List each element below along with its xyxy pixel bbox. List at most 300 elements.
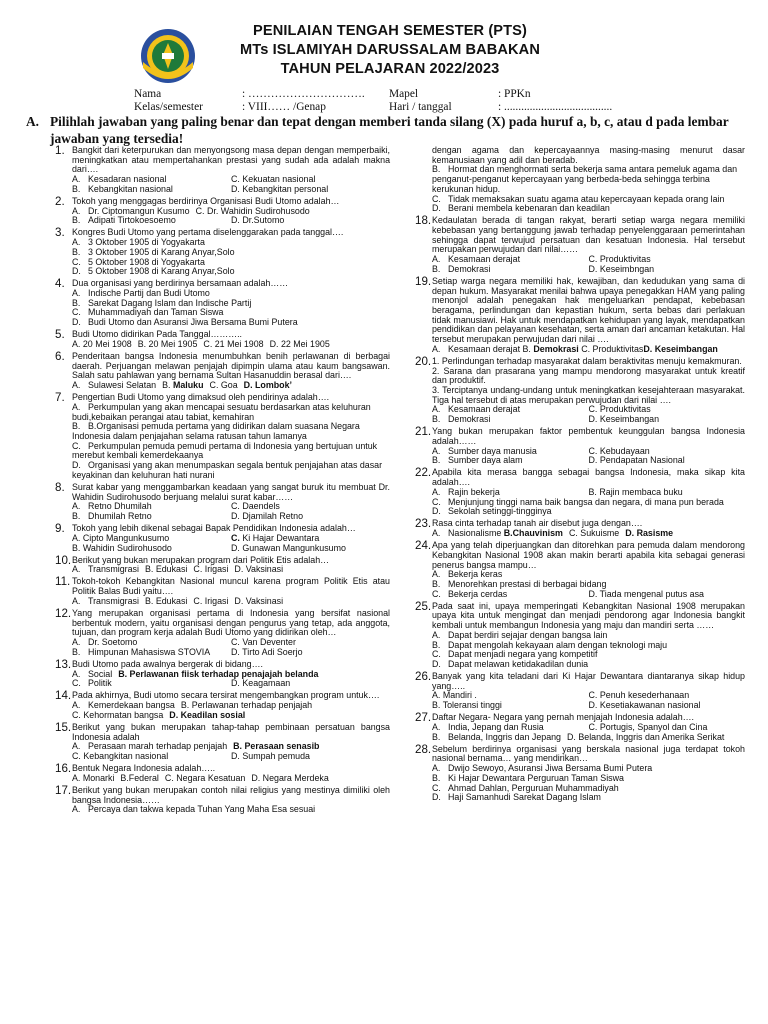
option-text: A. Cipto Mangunkusumo — [72, 532, 170, 543]
question-text: Setiap warga negara memiliki hak, kewajiban, dan kedudukan yang sama di depan hukum. Masyarakat menilai bahwa upaya penegakkan HAM yang paling menonjol adalah penegakan hak mengeluarkan pendapat, kebebasan beragama, perlindungan dan kepastian hukum, serta bebas dari perlakuan tidak manusiawi. Hak untuk mendapatkan kehidupan yang layak, mendapatkan pendidikan dan pelayanan kesehatan, serta aman dari ancaman ketakutan. Hal tersebut merupakan perwujudan dari nilai …. — [432, 275, 745, 345]
answer-option[interactable] — [118, 670, 324, 680]
answer-row — [72, 648, 390, 658]
option-text: Transmigrasi — [88, 595, 139, 606]
option-text: A. 20 Mei 1908 — [72, 338, 132, 349]
option-text: Transmigrasi — [88, 564, 139, 575]
answer-option[interactable] — [72, 512, 231, 522]
question-text: Pengertian Budi Utomo yang dimaksud oleh pendirinya adalah…. — [72, 392, 330, 403]
option-letter: D. — [72, 266, 81, 277]
answer-option[interactable] — [72, 216, 231, 226]
question-body — [72, 524, 390, 553]
option-text: Kesadaran nasional — [88, 174, 167, 185]
question-text: Tokoh-tokoh Kebangkitan Nasional muncul karena program Politik Etis atau Politik Balas Budi yaitu…. — [72, 576, 390, 597]
question-item — [415, 713, 745, 742]
answer-option[interactable] — [72, 381, 162, 391]
question-body — [72, 660, 390, 689]
question-item — [55, 393, 390, 480]
question-body — [72, 393, 390, 480]
answer-option[interactable] — [432, 529, 569, 539]
question-item — [415, 468, 745, 517]
answer-option[interactable] — [432, 733, 567, 743]
hari-label: Hari / tanggal — [389, 101, 452, 113]
option-text: Muhammadiyah dan Taman Siswa — [88, 307, 224, 318]
option-text: 3 Oktober 1905 di Karang Anyar,Solo — [88, 246, 235, 257]
option-text: Budi Utomo dan Asuransi Jiwa Bersama Bumi Putera — [88, 317, 298, 328]
answer-row — [72, 512, 390, 522]
option-text: D. Belanda, Inggris dan Amerika Serikat — [567, 731, 725, 742]
option-letter: C. — [72, 678, 81, 689]
option-text: C. Penuh kesederhanaan — [588, 690, 690, 701]
option-text: Nasionalisme — [448, 528, 502, 539]
option-text-bold: D. Rasisme — [625, 528, 674, 539]
question-number: 20. — [415, 354, 432, 368]
answer-option[interactable] — [432, 701, 589, 711]
option-text: Kesamaan derajat — [448, 254, 521, 265]
option-text: C. Kebangkitan nasional — [72, 750, 169, 761]
answer-row — [432, 345, 745, 355]
answer-row — [72, 340, 390, 350]
option-letter: A. — [432, 254, 441, 265]
answer-row — [432, 529, 745, 539]
option-text-bold: C. — [231, 532, 240, 543]
answer-option[interactable] — [567, 733, 730, 743]
option-text: D. Kebangkitan personal — [231, 183, 329, 194]
answer-row — [72, 403, 390, 422]
answer-option[interactable] — [432, 204, 751, 214]
option-letter: B. — [72, 297, 81, 308]
option-text: B. Perlawanan terhadap penjajah — [180, 700, 313, 711]
option-text: Politik — [88, 678, 112, 689]
answer-options — [72, 238, 390, 277]
answer-option[interactable] — [72, 544, 231, 554]
answer-option[interactable] — [138, 340, 204, 350]
question-text: Penderitaan bangsa Indonesia menumbuhkan benih perlawanan di berbagai daerah. Perjuangan melawan penjajah dipimpin ulama atau kaum bangsawan. Salah satu pahlawan yang bernama Sultan Hasanuddin berasal dari…. — [72, 351, 390, 381]
answer-row — [432, 660, 745, 670]
answer-option[interactable] — [432, 415, 589, 425]
option-text: Dapat berdiri sejajar dengan bangsa lain — [448, 629, 608, 640]
answer-option[interactable] — [244, 381, 298, 391]
answer-row — [72, 422, 390, 441]
answer-option[interactable] — [72, 711, 169, 721]
option-letter: A. — [432, 763, 441, 774]
question-text: Berikut yang bukan merupakan program dari Politik Etis adalah… — [72, 554, 330, 565]
answer-options — [72, 289, 390, 328]
question-body — [432, 277, 745, 355]
question-item — [415, 354, 745, 425]
answer-options — [72, 502, 390, 521]
question-number: 24. — [415, 539, 432, 553]
option-text: B. — [162, 380, 173, 391]
answer-options — [72, 597, 390, 607]
option-text: Bekerja keras — [448, 569, 503, 580]
exam-title: PENILAIAN TENGAH SEMESTER (PTS) — [253, 23, 527, 39]
question-text: Budi Utomo didirikan Pada Tanggal……….. — [72, 329, 243, 340]
answer-option[interactable] — [231, 216, 390, 226]
question-body — [72, 723, 390, 762]
question-number: 22. — [415, 466, 432, 480]
option-letter: A. — [72, 401, 81, 412]
option-text: C. Produktivitas — [578, 343, 644, 354]
option-text: Sarekat Dagang Islam dan Indische Partij — [88, 297, 252, 308]
option-letter: C. — [432, 496, 441, 507]
answer-options — [432, 529, 745, 539]
answer-option[interactable] — [169, 711, 251, 721]
answer-options — [72, 774, 390, 784]
answer-option[interactable] — [589, 265, 746, 275]
answer-row — [72, 565, 390, 575]
kelas-label: Kelas/semester — [134, 101, 203, 113]
option-text: 5 Oktober 1908 di Karang Anyar,Solo — [88, 266, 235, 277]
question-text: Yang merupakan organisasi pertama di Indonesia yang bersifat nasional berbentuk modern, yaitu organisasi dengan pengurus yang tetap, ada anggota, tujuan, dan program kerja adalah Budi Utomo yang didirikan oleh… — [72, 607, 390, 638]
answer-option[interactable] — [589, 590, 746, 600]
option-letter: B. — [432, 639, 441, 650]
question-item — [55, 228, 390, 277]
question-text: Pada akhirnya, Budi utomo secara tersirat mengembangkan program untuk…. — [72, 690, 380, 701]
answer-options — [72, 534, 390, 553]
option-letter: D. — [432, 792, 441, 803]
option-letter: A. — [432, 528, 441, 539]
answer-option[interactable] — [72, 267, 396, 277]
answer-option[interactable] — [432, 265, 589, 275]
option-text-bold: D. Keadilan sosial — [169, 709, 246, 720]
answer-options — [72, 381, 390, 391]
answer-options — [72, 340, 390, 350]
answer-option[interactable] — [72, 679, 231, 689]
option-text: Perkumpulan pemuda pemudi pertama di Indonesia yang bertujuan untuk merebut kembali kemerdekaanya — [72, 440, 378, 461]
option-text: B. Edukasi — [144, 564, 188, 575]
question-column-right — [415, 146, 745, 805]
answer-row — [72, 711, 390, 721]
answer-row — [72, 752, 390, 762]
option-letter: D. — [432, 658, 441, 669]
option-text: Menorehkan prestasi di berbagai bidang — [448, 578, 607, 589]
option-text: C. Irigasi — [193, 564, 229, 575]
answer-option[interactable] — [72, 648, 231, 658]
question-body — [432, 602, 745, 670]
option-text: B. Wahidin Sudirohusodo — [72, 542, 172, 553]
question-text: Daftar Negara- Negara yang pernah menjajah Indonesia adalah…. — [432, 712, 694, 723]
answer-option[interactable] — [589, 701, 746, 711]
answer-option[interactable] — [120, 774, 164, 784]
answer-option[interactable] — [270, 340, 336, 350]
option-letter: B. — [432, 164, 441, 175]
option-text: D. Djamilah Retno — [231, 511, 304, 522]
question-number: 2. — [55, 194, 65, 208]
answer-row — [72, 679, 390, 689]
question-number: 8. — [55, 480, 65, 494]
option-letter: D. — [72, 460, 81, 471]
answer-option[interactable] — [72, 461, 396, 480]
question-number: 16. — [55, 762, 72, 776]
answer-option[interactable] — [589, 415, 746, 425]
option-text-bold: B. Perlawanan fiisk terhadap penajajah belanda — [118, 668, 319, 679]
question-item — [55, 553, 390, 575]
option-text: Tidak memaksakan suatu agama atau kepercayaan kepada orang lain — [448, 193, 725, 204]
answer-option[interactable] — [432, 590, 589, 600]
answer-option[interactable] — [589, 456, 746, 466]
option-text: B. 20 Mei 1905 — [137, 338, 198, 349]
answer-option[interactable] — [72, 185, 231, 195]
nama-label: Nama — [134, 88, 162, 100]
question-item — [415, 274, 745, 355]
option-letter: A. — [72, 804, 81, 815]
exam-header — [0, 10, 768, 77]
answer-row — [432, 456, 745, 466]
answer-option[interactable] — [251, 774, 334, 784]
answer-option[interactable] — [72, 597, 145, 607]
option-letter: D. — [432, 506, 441, 517]
question-body — [72, 330, 390, 349]
answer-row — [432, 415, 745, 425]
option-letter: A. — [432, 629, 441, 640]
question-body — [432, 541, 745, 599]
option-text: D. Gunawan Mangunkusumo — [231, 542, 346, 553]
question-text: 1. Perlindungan terhadap masyarakat dalam beraktivitas menuju kemakmuran. — [432, 355, 742, 366]
question-item — [415, 599, 745, 670]
answer-option[interactable] — [231, 185, 390, 195]
option-letter: D. — [72, 317, 81, 328]
option-letter: B. — [432, 772, 441, 783]
option-letter: B. — [72, 511, 81, 522]
answer-row — [72, 442, 390, 461]
option-text: Demokrasi — [448, 263, 491, 274]
option-letter: B. — [432, 263, 441, 274]
option-letter: A. — [432, 404, 441, 415]
option-text: Menjunjung tinggi nama baik bangsa dan negara, di mana pun berada — [448, 496, 724, 507]
question-body — [432, 468, 745, 517]
option-text: 3 Oktober 1905 di Yogyakarta — [88, 237, 205, 248]
option-letter: B. — [432, 455, 441, 466]
option-letter: A. — [72, 174, 81, 185]
answer-option[interactable] — [210, 381, 244, 391]
question-body — [432, 357, 745, 425]
answer-option[interactable] — [162, 381, 209, 391]
answer-option[interactable] — [72, 403, 396, 422]
answer-row — [432, 165, 745, 194]
question-item — [55, 577, 390, 606]
option-text: Dapat melawan ketidakadilan dunia — [448, 658, 589, 669]
question-item — [55, 524, 390, 553]
question-text: Tokoh yang menggagas berdirinya Organisasi Budi Utomo adalah… — [72, 195, 340, 206]
answer-option[interactable] — [432, 660, 751, 670]
option-text: D. Vaksinasi — [234, 564, 284, 575]
option-text: Berani membela kebenaran dan keadilan — [448, 203, 610, 214]
option-text: C. Produktivitas — [588, 254, 651, 265]
answer-options — [72, 403, 390, 481]
answer-option[interactable] — [432, 456, 589, 466]
option-text: C. Dr. Wahidin Sudirohusodo — [195, 205, 310, 216]
option-letter: B. — [72, 646, 81, 657]
question-number: 12. — [55, 606, 72, 620]
question-item — [55, 720, 390, 762]
option-text: D. Dr.Sutomo — [231, 215, 285, 226]
question-item — [55, 783, 390, 815]
question-body — [432, 146, 745, 214]
question-body — [432, 427, 745, 466]
question-body — [432, 713, 745, 742]
option-letter: A. — [72, 595, 81, 606]
answer-option[interactable] — [145, 565, 193, 575]
answer-options — [432, 631, 745, 670]
option-letter: A. — [72, 501, 81, 512]
answer-option[interactable] — [72, 442, 396, 461]
question-item — [415, 216, 745, 274]
option-letter: A. — [72, 741, 81, 752]
answer-row — [432, 265, 745, 275]
option-text-bold: B. Perasaan senasib — [233, 741, 320, 752]
option-text-bold: B.Chauvinism — [501, 528, 563, 539]
question-number: 10. — [55, 553, 72, 567]
option-letter: B. — [432, 731, 441, 742]
question-text: Kedaulatan berada di tangan rakyat, berarti setiap warga negara memiliki kebebasan yang bertanggung jawab terhadap penyelenggaraan pemerintahan sehingga dapat terwujud persatuan dan kesatuan Indonesia. Hal tersebut merupakan perwujudan dari nilai…… — [432, 215, 745, 255]
option-text-bold: D. Lombok’ — [243, 380, 292, 391]
answer-option[interactable] — [432, 793, 751, 803]
answer-options — [72, 175, 390, 194]
option-text: India, Jepang dan Rusia — [448, 721, 544, 732]
answer-option[interactable] — [72, 752, 231, 762]
question-text: Surat kabar yang menggambarkan keadaan yang sangat buruk itu membuat Dr. Wahidin Sudirohusodo berjuang melalui surat kabar…… — [72, 481, 390, 502]
option-letter: C. — [432, 782, 441, 793]
answer-option[interactable] — [72, 340, 138, 350]
answer-option[interactable] — [72, 774, 120, 784]
answer-option[interactable] — [193, 565, 234, 575]
answer-option[interactable] — [234, 597, 289, 607]
option-text: B. Toleransi tinggi — [432, 700, 502, 711]
option-text: Adipati Tirtokoesoemo — [88, 215, 176, 226]
question-body — [72, 197, 390, 226]
answer-row — [72, 267, 390, 277]
hari-field[interactable]: : ...................................... — [498, 101, 613, 113]
option-text: Sulawesi Selatan — [88, 380, 157, 391]
answer-options — [432, 405, 745, 424]
answer-options — [432, 723, 745, 742]
answer-options — [432, 165, 745, 214]
option-text: C. Kebudayaan — [588, 445, 650, 456]
option-letter: B. — [72, 246, 81, 257]
option-text: Sumber daya alam — [448, 455, 523, 466]
option-text: Himpunan Mahasiswa STOVIA — [88, 646, 211, 657]
answer-option[interactable] — [72, 565, 145, 575]
option-letter: A. — [72, 564, 81, 575]
option-text: Ki Hajar Dewantara Perguruan Taman Siswa — [448, 772, 624, 783]
option-text: Kesamaan derajat B. — [448, 343, 534, 354]
answer-option[interactable] — [432, 507, 751, 517]
answer-option[interactable] — [432, 345, 724, 355]
option-text: Dwijo Sewoyo, Asuransi Jiwa Bersama Bumi Putera — [448, 763, 653, 774]
option-text: C. Irigasi — [193, 595, 229, 606]
answer-options — [72, 207, 390, 226]
answer-options — [432, 447, 745, 466]
question-number: 26. — [415, 670, 432, 684]
answer-option[interactable] — [231, 544, 390, 554]
option-text: Hormat dan menghormati serta bekerja sama antara pemeluk agama dan penganut-penganut kepercayaan yang berbeda-beda sehingga terbina kerukunan hidup. — [432, 164, 738, 194]
option-text: C. Produktivitas — [588, 404, 651, 415]
option-text: Ki Hajar Dewantara — [239, 532, 320, 543]
option-text: Rajin bekerja — [448, 486, 500, 497]
nama-field[interactable]: : …………………………. — [242, 88, 365, 100]
option-text: Kemerdekaan bangsa — [88, 700, 175, 711]
question-body — [72, 609, 390, 658]
answer-option[interactable] — [203, 340, 269, 350]
kelas-field[interactable]: : VIII…… /Genap — [242, 101, 326, 113]
answer-row — [432, 733, 745, 743]
answer-option[interactable] — [193, 597, 234, 607]
answer-row — [432, 204, 745, 214]
option-letter: C. — [432, 588, 441, 599]
option-text: D. Vaksinasi — [234, 595, 284, 606]
answer-option[interactable] — [165, 774, 251, 784]
question-body — [72, 764, 390, 783]
question-number: 5. — [55, 328, 65, 342]
option-text: Sekolah setinggi-tingginya — [448, 506, 552, 517]
question-number: 17. — [55, 783, 72, 797]
option-text: C. Daendels — [231, 501, 280, 512]
question-number: 21. — [415, 425, 432, 439]
question-item — [55, 194, 390, 226]
question-text: Kongres Budi Utomo yang pertama diselenggarakan pada tanggal…. — [72, 227, 344, 238]
question-text-line: 3. Terciptanya undang-undang untuk meningkatkan kesejahteraan masyarakat. Tiga hal tersebut di atas merupakan perwujudan dari nilai …. — [432, 385, 745, 405]
answer-option[interactable] — [569, 529, 625, 539]
answer-option[interactable] — [72, 805, 396, 815]
option-text: D. Pendapatan Nasional — [588, 455, 685, 466]
option-text: Belanda, Inggris dan Jepang — [448, 731, 561, 742]
option-text: Perkumpulan yang akan mencapai sesuatu berdasarkan atas keluhuran budi,kebaikan perangai atau tabiat, kemahiran — [72, 401, 371, 422]
answer-option[interactable] — [231, 752, 390, 762]
question-text-continued: dengan agama dan kepercayaannya masing-masing menurut dasar kemanusiaan yang adil dan beradab. — [432, 145, 745, 165]
option-text: Demokrasi — [448, 414, 491, 425]
question-text: Bangkit dari keterpurukan dan menyongsong masa depan dengan memperbaiki, meningkatkan atau mempertahankan prestasi yang sudah ada adalah makna dari…. — [72, 145, 390, 175]
answer-row — [72, 597, 390, 607]
question-number: 4. — [55, 277, 65, 291]
option-text: Dr. Soetomo — [88, 637, 138, 648]
question-text: Berikut yang bukan merupakan contoh nilai religius yang mestinya dimiliki oleh bangsa Indonesia…… — [72, 784, 390, 805]
question-number: 13. — [55, 657, 72, 671]
option-letter: C. — [72, 256, 81, 267]
question-item — [415, 672, 745, 711]
question-column-left — [55, 146, 390, 817]
answer-row — [72, 381, 390, 391]
answer-option[interactable] — [145, 597, 193, 607]
option-text: Sumber daya manusia — [448, 445, 537, 456]
answer-option[interactable] — [625, 529, 679, 539]
question-number: 15. — [55, 720, 72, 734]
question-number: 7. — [55, 391, 65, 405]
answer-option[interactable] — [234, 565, 289, 575]
option-text-bold: D. Keseimbangan — [643, 343, 718, 354]
answer-option[interactable] — [231, 512, 390, 522]
answer-row — [432, 507, 745, 517]
option-text: D. Keagamaan — [231, 678, 291, 689]
answer-option[interactable] — [432, 165, 751, 194]
answer-option[interactable] — [72, 318, 396, 328]
answer-option[interactable] — [72, 422, 396, 441]
answer-options — [72, 742, 390, 761]
question-number: 6. — [55, 350, 65, 364]
question-body — [72, 228, 390, 277]
question-body — [72, 786, 390, 815]
answer-option[interactable] — [231, 679, 390, 689]
question-text: Rasa cinta terhadap tanah air disebut juga dengan…. — [432, 518, 643, 529]
option-letter: B. — [72, 183, 81, 194]
option-text: Perasaan marah terhadap penjajah — [88, 741, 228, 752]
option-text: Haji Samanhudi Sarekat Dagang Islam — [448, 792, 601, 803]
answer-option[interactable] — [231, 648, 390, 658]
option-text: Retno Dhumilah — [88, 501, 152, 512]
question-body — [72, 483, 390, 522]
question-text-line: 2. Sarana dan prasarana yang mampu mendorong masyarakat untuk kreatif dan produktif. — [432, 365, 745, 386]
question-item — [415, 427, 745, 466]
option-text: B. Edukasi — [144, 595, 188, 606]
